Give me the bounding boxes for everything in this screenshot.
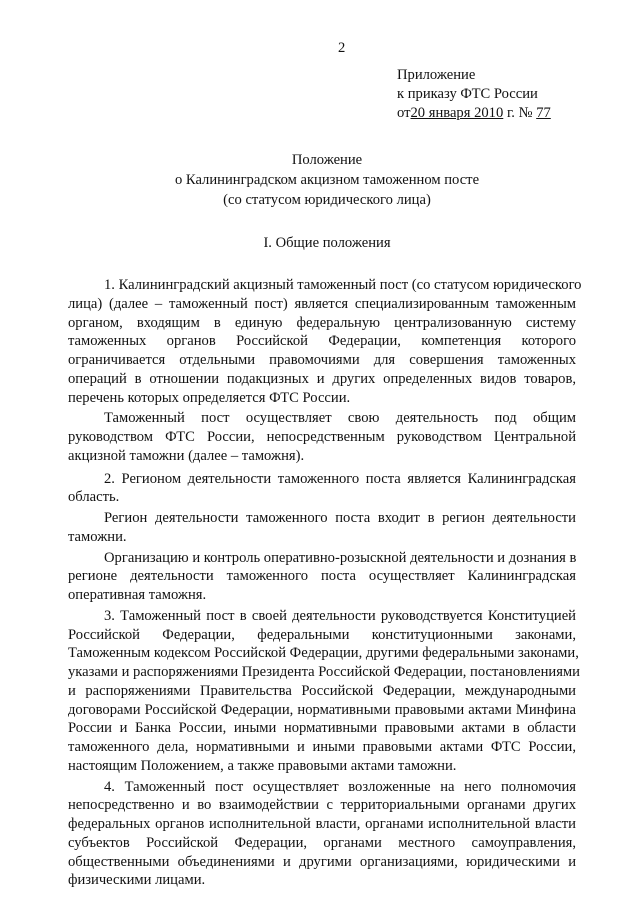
annex-block — [397, 66, 551, 123]
text-line: органом, входящим в единую федеральную централизованную систему — [68, 314, 576, 331]
annex-order: к приказу ФТС России — [397, 86, 538, 102]
text-line: Российской Федерации, федеральными конституционными законами, — [68, 626, 576, 643]
text-line: 4. Таможенный пост осуществляет возложенные на него полномочия — [104, 778, 576, 795]
paragraph — [68, 409, 576, 465]
paragraph — [68, 276, 582, 407]
document-body — [68, 276, 582, 890]
text-line: договорами Российской Федерации, нормативными правовыми актами Минфина — [68, 701, 576, 718]
annex-number-sign: № — [518, 105, 533, 121]
text-line: регионе деятельности таможенного поста осуществляет Калининградская — [68, 568, 576, 585]
text-line: руководством ФТС России, непосредственным руководством Центральной — [68, 429, 576, 445]
text-line: операций в отношении подакцизных и других определенных видов товаров, — [68, 370, 576, 387]
text-line: федеральных органов исполнительной власти, органами исполнительной власти — [68, 816, 576, 832]
text-line: физическими лицами. — [68, 872, 206, 889]
text-line: таможенного дела, нормативными и иными правовыми актами ФТС России, — [68, 739, 576, 755]
section-heading: I. Общие положения — [263, 235, 391, 251]
text-line: Организацию и контроль оперативно-розыскной деятельности и дознания в — [104, 549, 577, 566]
annex-date: 20 января 2010 — [410, 105, 504, 121]
text-line: ограничивается отдельными правомочиями для совершения таможенных — [68, 352, 576, 368]
text-line: общественными объединениями и другими организациями, юридическими и — [68, 853, 576, 870]
text-line: Таможенным кодексом Российской Федерации, другими федеральными законами, — [68, 645, 579, 662]
doc-subtitle-status: (со статусом юридического лица) — [223, 192, 431, 208]
text-line: акцизной таможни (далее – таможня). — [68, 447, 305, 464]
text-line: указами и распоряжениями Президента Российской Федерации, постановлениями — [68, 664, 580, 680]
paragraph — [68, 509, 576, 547]
text-line: 1. Калининградский акцизный таможенный пост (со статусом юридического — [104, 277, 582, 293]
text-line: перечень которых определяется ФТС России. — [68, 389, 351, 406]
doc-subtitle: о Калининградском акцизном таможенном посте — [174, 172, 480, 188]
text-line: настоящим Положением, а также правовыми актами таможни. — [68, 757, 457, 774]
text-line: и распоряжениями Правительства Российской Федерации, международными — [68, 682, 576, 699]
paragraph — [68, 607, 580, 776]
text-line: непосредственно и во взаимодействии с территориальными органами других — [68, 797, 576, 814]
text-line: России и Банка России, иными нормативными правовыми актами в области — [68, 720, 576, 737]
text-line: 3. Таможенный пост в своей деятельности руководствуется Конституцией — [104, 607, 576, 624]
text-line: 2. Регионом деятельности таможенного поста является Калининградская — [104, 470, 576, 487]
text-line: оперативная таможня. — [68, 587, 207, 603]
annex-title: Приложение — [397, 67, 476, 83]
annex-date-line — [397, 104, 551, 123]
annex-number: 77 — [536, 105, 551, 121]
text-line: область. — [68, 489, 120, 506]
paragraph — [68, 549, 576, 605]
text-line: лица) (далее – таможенный пост) является специализированным таможенным — [68, 295, 576, 312]
text-line: субъектов Российской Федерации, органами местного самоуправления, — [68, 834, 576, 851]
text-line: таможни. — [68, 528, 127, 545]
paragraph — [68, 470, 576, 508]
paragraph — [68, 778, 576, 891]
annex-from: от — [397, 105, 411, 121]
annex-year-suffix: г. — [506, 105, 515, 121]
doc-title: Положение — [291, 152, 363, 168]
text-line: Таможенный пост осуществляет свою деятельность под общим — [104, 410, 576, 427]
page-number: 2 — [338, 40, 346, 56]
text-line: Регион деятельности таможенного поста входит в регион деятельности — [104, 510, 576, 526]
text-line: таможенных органов Российской Федерации, компетенция которого — [68, 333, 576, 350]
